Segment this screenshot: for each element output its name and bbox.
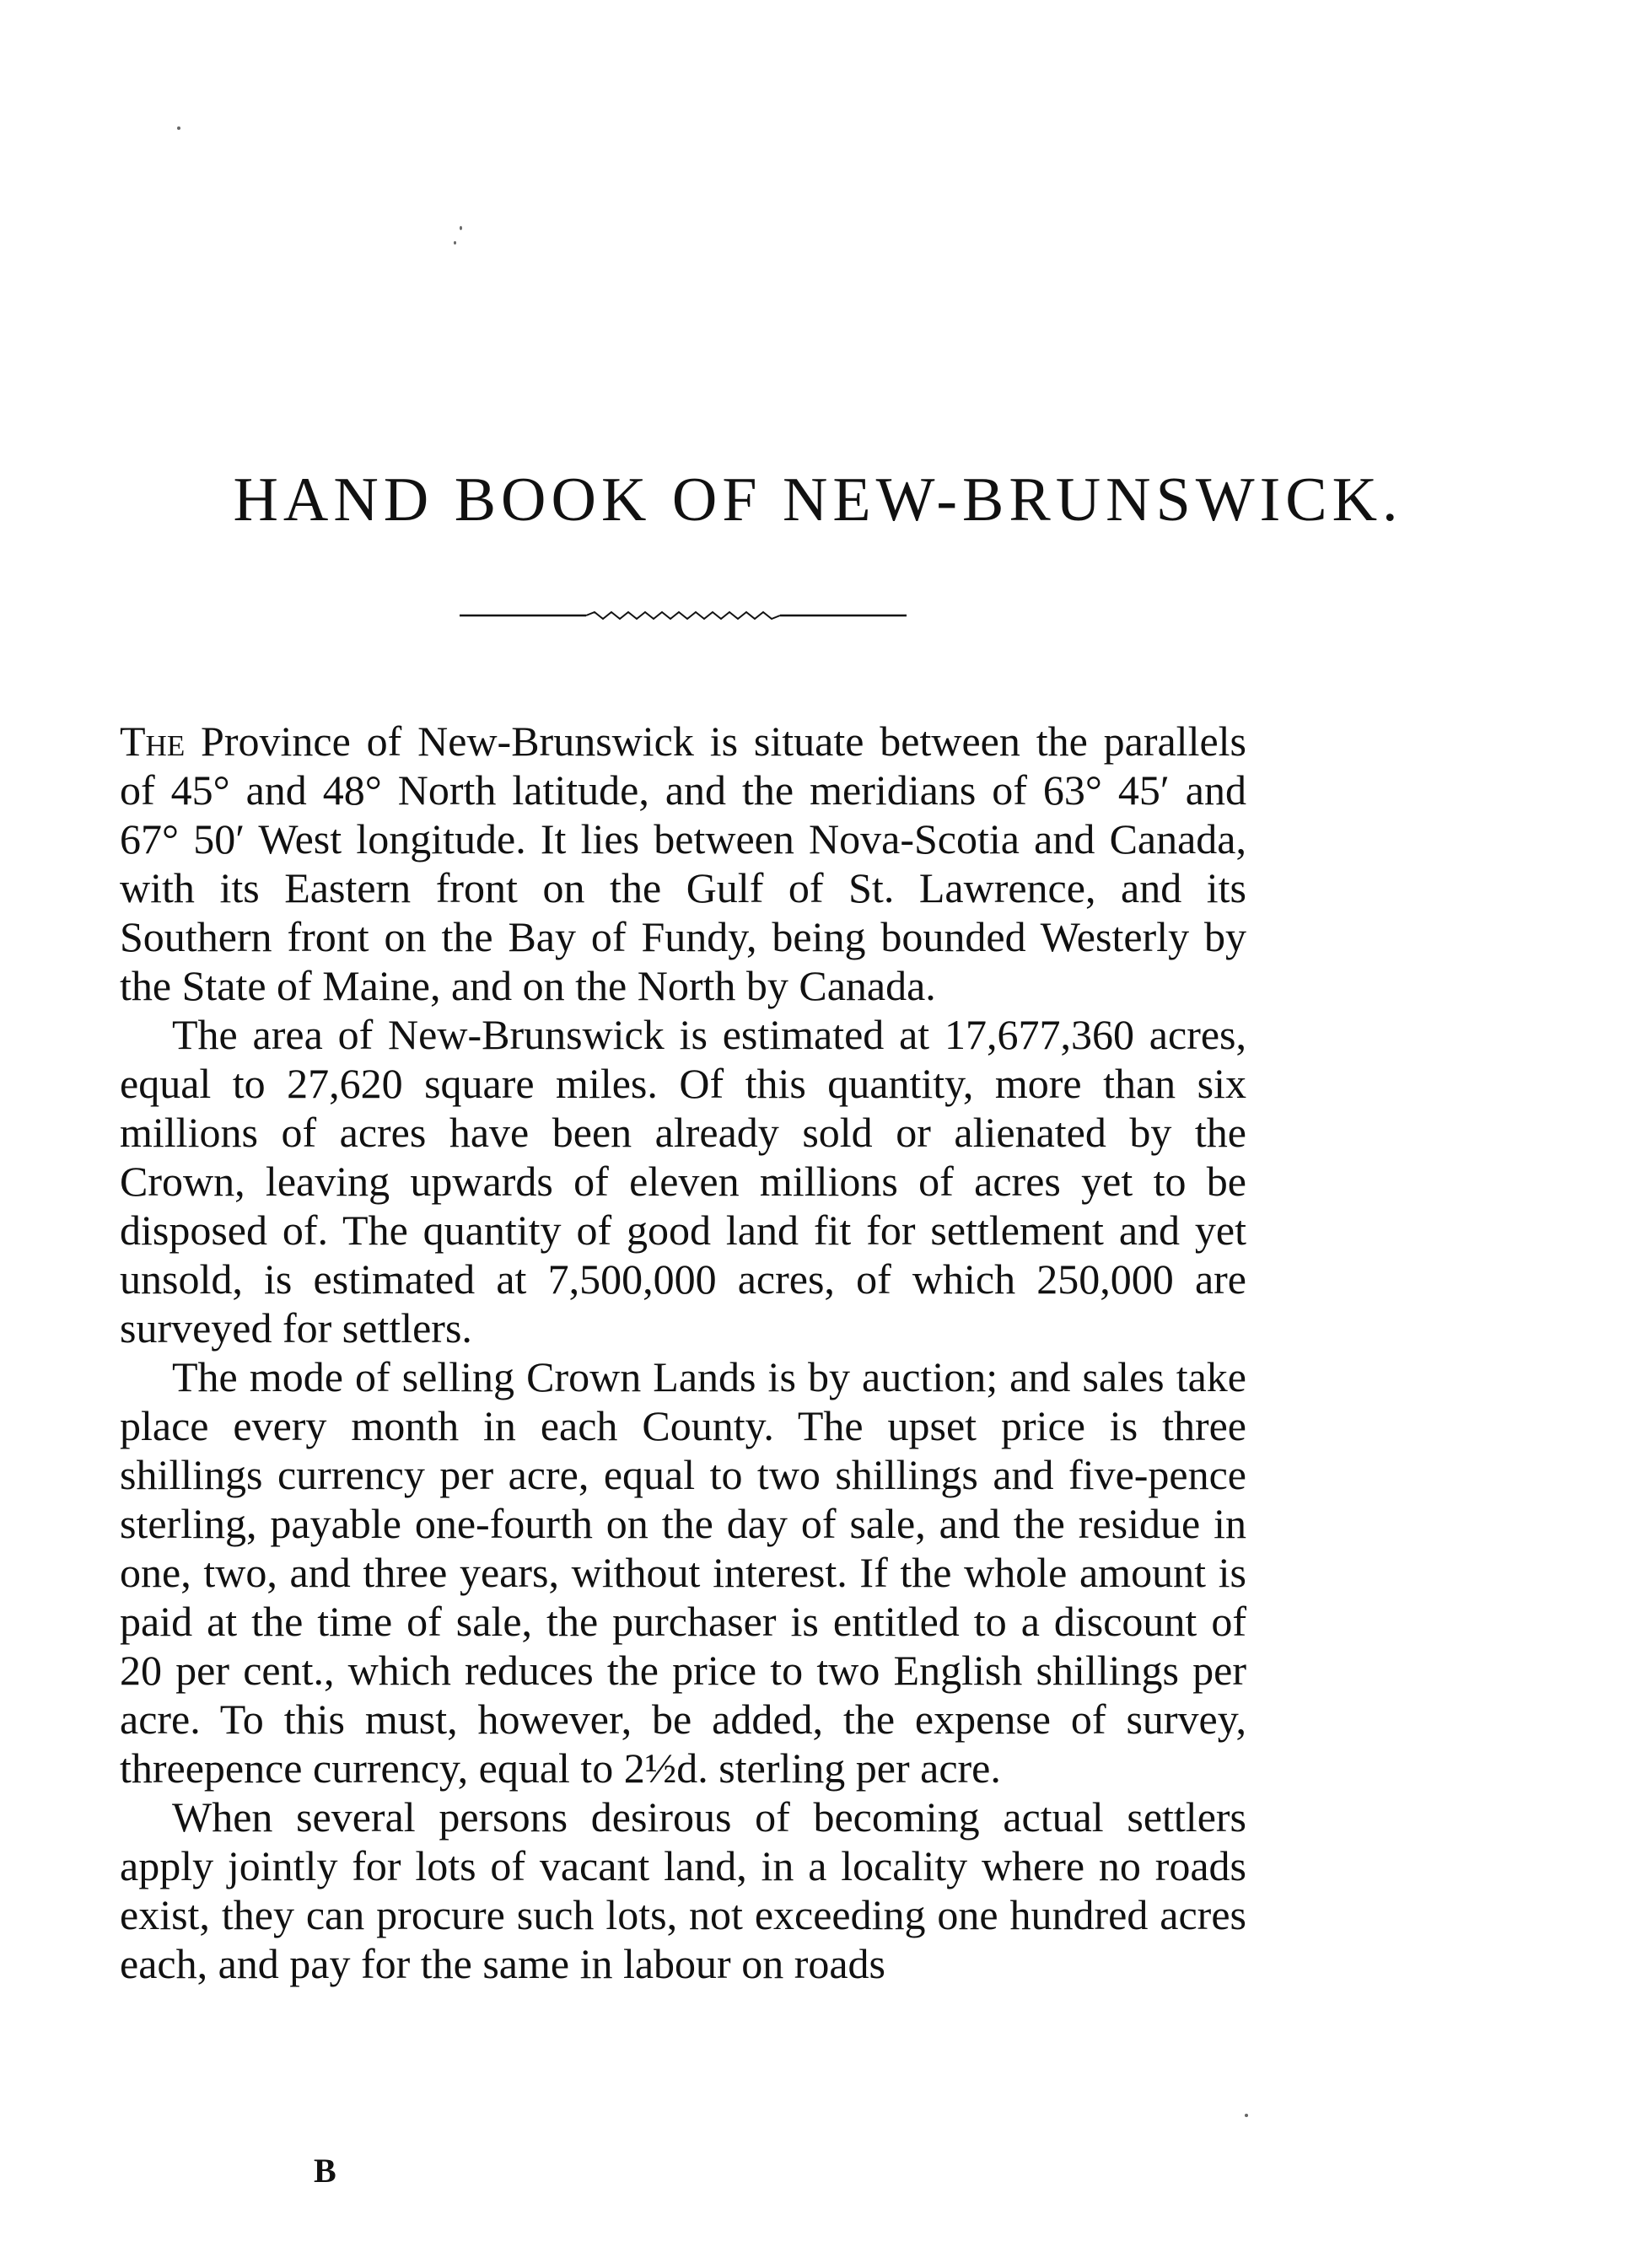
page-speck [454,241,456,245]
page-speck [177,126,180,130]
paragraph-4 [120,1792,1246,1988]
paragraph-2 [120,1010,1246,1352]
paragraph-3 [120,1352,1246,1792]
ornamental-rule [460,603,907,628]
paragraph-text: The area of New-Brunswick is estimated at 17,677,360 acres, equal to 27,620 square miles. Of this quantity, more than six millions of acres have been already sold or alienated by the Crown, leaving upwards of eleven millions of acres yet to be disposed of. The quantity of good land fit for settlement and yet unsold, is estimated at 7,500,000 acres, of which 250,000 are surveyed for settlers. [120,1011,1246,1352]
paragraph-text: When several persons desirous of becoming actual settlers apply jointly for lots of vacant land, in a locality where no roads exist, they can procure such lots, not exceeding one hundred acres each, and pay for the same in labour on roads [120,1793,1246,1987]
paragraph-text: Province of New-Brunswick is situate between the parallels of 45° and 48° North latitude, and the meridians of 63° 45′ and 67° 50′ West longitude. It lies between Nova-Scotia and Canada, with its Eastern front on the Gulf of St. Lawrence, and its Southern front on the Bay of Fundy, being bounded Westerly by the State of Maine, and on the North by Canada. [120,717,1246,1009]
paragraph-lead-word: The [120,717,186,765]
page-speck [460,226,462,230]
body-text [120,717,1246,1988]
page-title: HAND BOOK OF NEW-BRUNSWICK. [233,465,1403,535]
paragraph-1 [120,717,1246,1010]
signature-mark: B [314,2152,336,2190]
page-speck [1245,2114,1248,2117]
paragraph-text: The mode of selling Crown Lands is by auction; and sales take place every month in each County. The upset price is three shillings currency per acre, equal to two shillings and five-pence sterling, payable one-fourth on the day of sale, and the residue in one, two, and three years, without interest. If the whole amount is paid at the time of sale, the purchaser is entitled to a discount of 20 per cent., which reduces the price to two English shillings per acre. To this must, however, be added, the expense of survey, threepence currency, equal to 2½d. sterling per acre. [120,1353,1246,1792]
